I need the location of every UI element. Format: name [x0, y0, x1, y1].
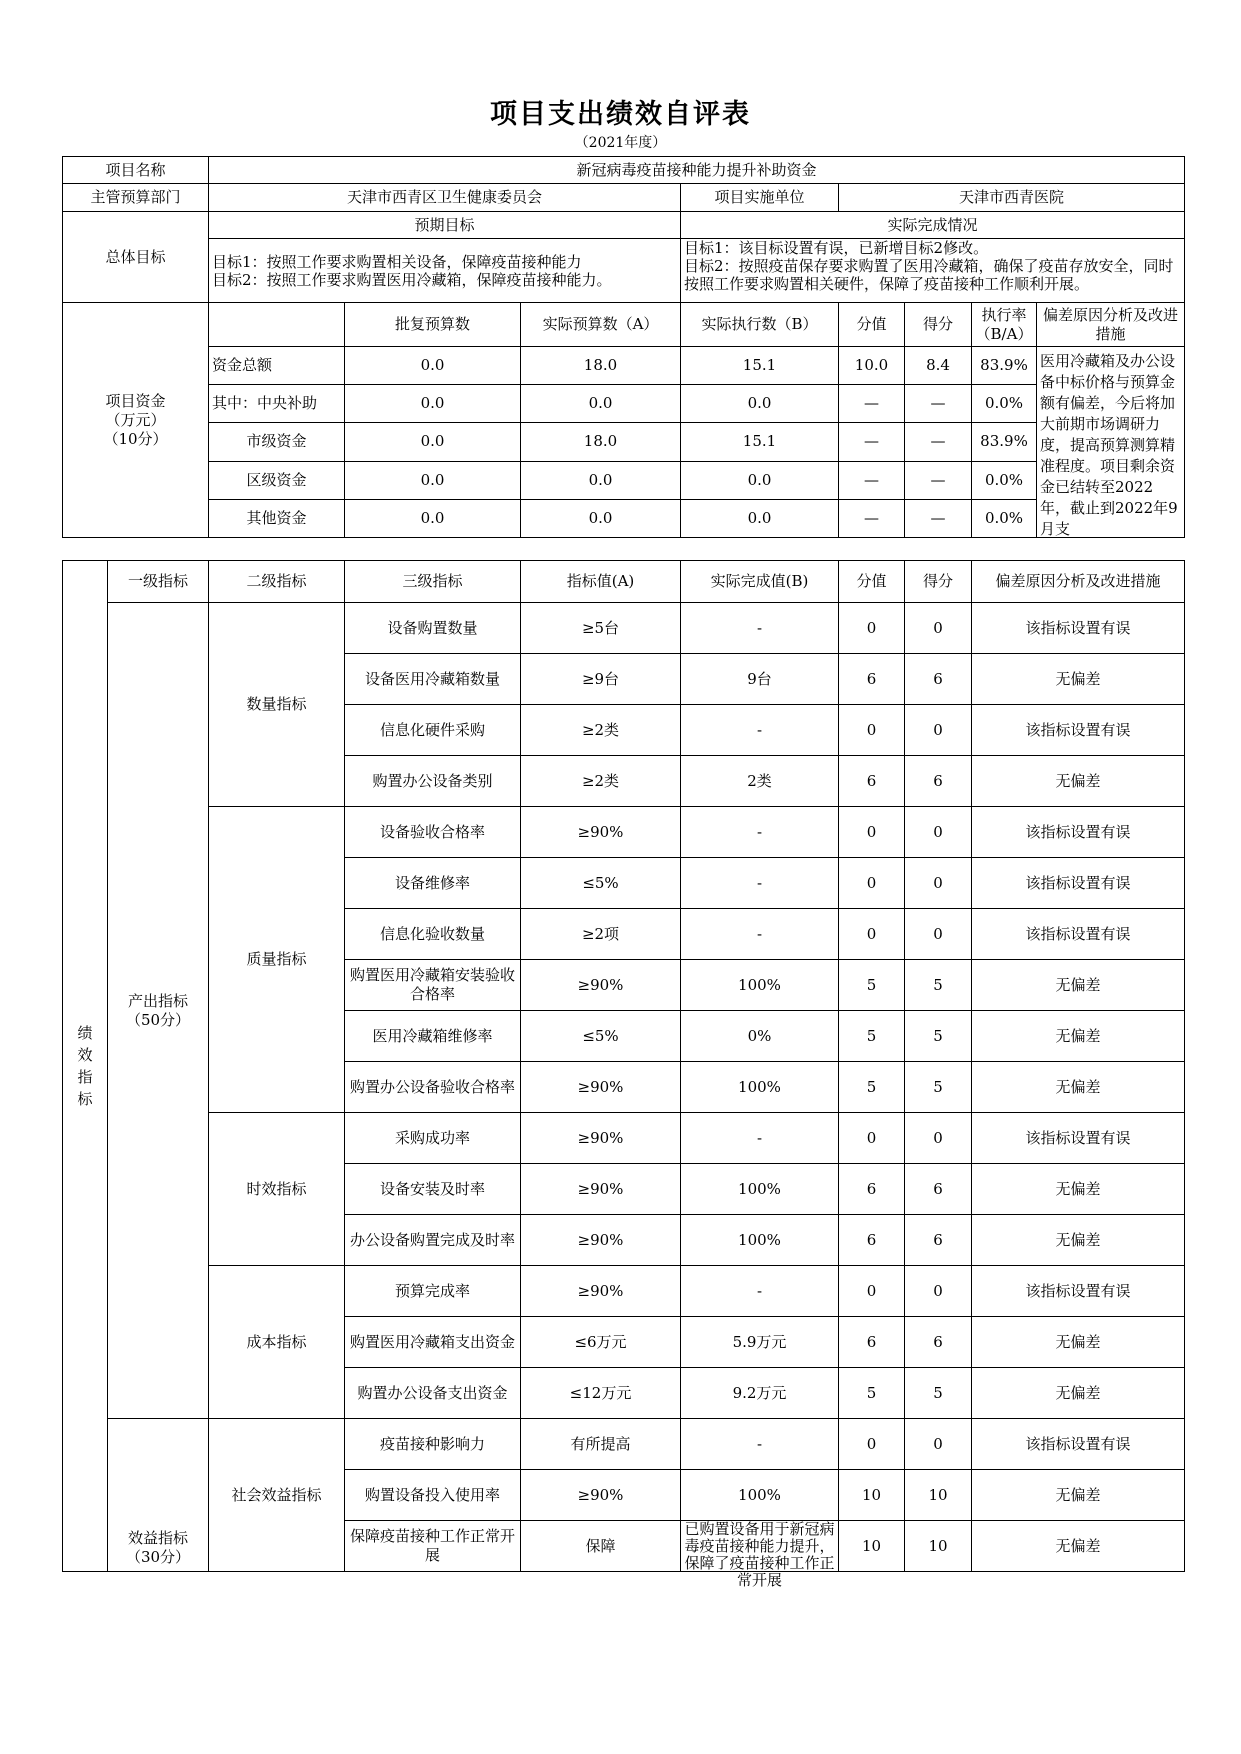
deviation-note: 该指标设置有误 — [972, 705, 1185, 756]
target-value: ≥90% — [521, 1215, 681, 1266]
score: 6 — [905, 756, 972, 807]
actual-value: 已购置设备用于新冠病毒疫苗接种能力提升，保障了疫苗接种工作正常开展 — [684, 1520, 835, 1589]
planned-goal-text: 目标1：按照工作要求购置相关设备，保障疫苗接种能力 目标2：按照工作要求购置医用冷藏箱，保障疫苗接种能力。 — [209, 239, 681, 303]
actual-goal-header: 实际完成情况 — [681, 212, 1185, 239]
score: 6 — [905, 1164, 972, 1215]
score: 0 — [905, 858, 972, 909]
benefit-label — [108, 1419, 209, 1572]
fund-row-actual-budget: 18.0 — [521, 347, 681, 385]
table-row — [63, 603, 1185, 654]
fund-row-name: 其中：中央补助 — [209, 385, 345, 423]
score: 0 — [905, 1113, 972, 1164]
deviation-note: 该指标设置有误 — [972, 603, 1185, 654]
funds-label-line3: （10分） — [103, 429, 168, 448]
score: 5 — [905, 960, 972, 1011]
header-actual: 实际完成值(B) — [681, 561, 839, 603]
fund-row-rate: 83.9% — [972, 347, 1037, 385]
actual-value-cell — [681, 1317, 839, 1368]
perf-label — [63, 561, 108, 1572]
deviation-note: 无偏差 — [972, 960, 1185, 1011]
fund-row-score: — — [905, 499, 972, 537]
actual-value: 100% — [738, 1485, 781, 1504]
actual-value-cell — [681, 960, 839, 1011]
fund-deviation-cell — [1037, 347, 1185, 538]
target-value: 保障 — [521, 1521, 681, 1572]
score: 0 — [905, 1419, 972, 1470]
dept-label: 主管预算部门 — [63, 184, 209, 212]
table-row — [63, 807, 1185, 858]
score: 5 — [905, 1062, 972, 1113]
funds-label — [63, 303, 209, 538]
level3-indicator: 医用冷藏箱维修率 — [345, 1011, 521, 1062]
target-value: ≥90% — [521, 1266, 681, 1317]
score: 0 — [905, 909, 972, 960]
score-value: 10 — [839, 1470, 905, 1521]
deviation-note: 该指标设置有误 — [972, 909, 1185, 960]
fund-row-executed: 0.0 — [681, 385, 839, 423]
project-name-value: 新冠病毒疫苗接种能力提升补助资金 — [209, 157, 1185, 184]
deviation-note: 无偏差 — [972, 1317, 1185, 1368]
fund-row-actual-budget: 0.0 — [521, 461, 681, 499]
fund-row-score: — — [905, 385, 972, 423]
actual-value-cell — [681, 756, 839, 807]
target-value: 有所提高 — [521, 1419, 681, 1470]
level3-indicator: 办公设备购置完成及时率 — [345, 1215, 521, 1266]
actual-value: 100% — [738, 1230, 781, 1249]
level3-indicator: 信息化硬件采购 — [345, 705, 521, 756]
actual-value: 100% — [738, 1179, 781, 1198]
score: 5 — [905, 1368, 972, 1419]
goals-label: 总体目标 — [63, 212, 209, 303]
score-value: 0 — [839, 807, 905, 858]
level2-indicator: 成本指标 — [209, 1266, 345, 1419]
score-value: 0 — [839, 909, 905, 960]
fund-row-name: 其他资金 — [209, 499, 345, 537]
score: 6 — [905, 1317, 972, 1368]
fund-row-score: 8.4 — [905, 347, 972, 385]
target-value: ≥90% — [521, 807, 681, 858]
target-value: ≥90% — [521, 960, 681, 1011]
actual-value-cell — [681, 1164, 839, 1215]
level3-indicator: 购置设备投入使用率 — [345, 1470, 521, 1521]
deviation-note: 无偏差 — [972, 1368, 1185, 1419]
score: 6 — [905, 1215, 972, 1266]
actual-value: - — [756, 873, 763, 892]
fund-row-actual-budget: 18.0 — [521, 423, 681, 461]
score: 0 — [905, 807, 972, 858]
header-target: 指标值(A) — [521, 561, 681, 603]
actual-value-cell — [681, 1470, 839, 1521]
actual-value-cell — [681, 858, 839, 909]
actual-goal-cell — [681, 239, 1185, 303]
level2-indicator: 数量指标 — [209, 603, 345, 807]
target-value: ≥90% — [521, 1164, 681, 1215]
level3-indicator: 购置办公设备验收合格率 — [345, 1062, 521, 1113]
deviation-note: 该指标设置有误 — [972, 858, 1185, 909]
fund-row-name: 资金总额 — [209, 347, 345, 385]
score-value: 6 — [839, 1164, 905, 1215]
deviation-note: 无偏差 — [972, 1164, 1185, 1215]
actual-value: - — [756, 1434, 763, 1453]
performance-table — [62, 560, 1185, 1589]
target-value: ≥90% — [521, 1113, 681, 1164]
level3-indicator: 购置办公设备类别 — [345, 756, 521, 807]
header-rate: 执行率（B/A） — [972, 303, 1037, 347]
actual-value: 2类 — [747, 771, 772, 790]
actual-value-cell — [681, 1266, 839, 1317]
score: 0 — [905, 705, 972, 756]
score-value: 5 — [839, 1368, 905, 1419]
table-row — [63, 1419, 1185, 1470]
score: 6 — [905, 654, 972, 705]
fund-row-score-value: — — [839, 385, 905, 423]
score-value: 0 — [839, 705, 905, 756]
header-deviation: 偏差原因分析及改进措施 — [1037, 303, 1185, 347]
header-l3: 三级指标 — [345, 561, 521, 603]
level2-indicator: 质量指标 — [209, 807, 345, 1113]
deviation-note: 无偏差 — [972, 756, 1185, 807]
deviation-note: 该指标设置有误 — [972, 1266, 1185, 1317]
benefit-score-text: （30分） — [125, 1548, 191, 1566]
fund-row-score-value: — — [839, 499, 905, 537]
score-value: 5 — [839, 1011, 905, 1062]
fund-row-name: 区级资金 — [209, 461, 345, 499]
fund-row-approved: 0.0 — [345, 423, 521, 461]
target-value: ≤12万元 — [521, 1368, 681, 1419]
score: 0 — [905, 603, 972, 654]
fund-row-actual-budget: 0.0 — [521, 499, 681, 537]
output-label — [108, 603, 209, 1419]
fund-row-name: 市级资金 — [209, 423, 345, 461]
funds-label-line1: 项目资金 — [105, 391, 166, 410]
funds-label-line2: （万元） — [105, 410, 166, 429]
actual-value: - — [756, 924, 763, 943]
project-info-table — [62, 156, 1185, 538]
level2-indicator: 社会效益指标 — [209, 1419, 345, 1572]
fund-row-score: — — [905, 461, 972, 499]
score-value: 6 — [839, 654, 905, 705]
planned-goal-header: 预期目标 — [209, 212, 681, 239]
level3-indicator: 设备医用冷藏箱数量 — [345, 654, 521, 705]
level3-indicator: 预算完成率 — [345, 1266, 521, 1317]
header-score: 得分 — [905, 303, 972, 347]
actual-value-cell — [681, 909, 839, 960]
target-value: ≥90% — [521, 1062, 681, 1113]
header-executed: 实际执行数（B） — [681, 303, 839, 347]
fund-row-score-value: — — [839, 423, 905, 461]
actual-value: - — [756, 822, 763, 841]
score-value: 0 — [839, 858, 905, 909]
level3-indicator: 采购成功率 — [345, 1113, 521, 1164]
actual-value-cell — [681, 705, 839, 756]
actual-value: 5.9万元 — [732, 1332, 787, 1351]
score: 0 — [905, 1266, 972, 1317]
level3-indicator: 购置医用冷藏箱支出资金 — [345, 1317, 521, 1368]
perf-label-text: 绩效指标 — [77, 1024, 93, 1108]
score-value: 0 — [839, 1266, 905, 1317]
level3-indicator: 信息化验收数量 — [345, 909, 521, 960]
funds-header-blank — [209, 303, 345, 347]
fund-row-rate: 0.0% — [972, 461, 1037, 499]
actual-value: - — [756, 618, 763, 637]
actual-value: 0% — [747, 1026, 772, 1045]
fund-row-approved: 0.0 — [345, 499, 521, 537]
target-value: ≥2类 — [521, 705, 681, 756]
actual-value-cell — [681, 1011, 839, 1062]
target-value: ≥90% — [521, 1470, 681, 1521]
actual-value: - — [756, 1281, 763, 1300]
actual-value-cell — [681, 1215, 839, 1266]
fund-row-executed: 0.0 — [681, 461, 839, 499]
actual-value-cell — [681, 807, 839, 858]
level3-indicator: 设备安装及时率 — [345, 1164, 521, 1215]
fund-row-rate: 0.0% — [972, 385, 1037, 423]
header-deviation: 偏差原因分析及改进措施 — [972, 561, 1185, 603]
actual-value-cell — [681, 1520, 839, 1589]
project-name-label: 项目名称 — [63, 157, 209, 184]
actual-value-cell — [681, 1062, 839, 1113]
level3-indicator: 购置医用冷藏箱安装验收合格率 — [345, 960, 521, 1011]
fund-row-rate: 83.9% — [972, 423, 1037, 461]
score-value: 10 — [839, 1521, 905, 1572]
benefit-label-text: 效益指标 — [127, 1529, 188, 1547]
target-value: ≤5% — [521, 858, 681, 909]
actual-value: - — [756, 1128, 763, 1147]
target-value: ≤6万元 — [521, 1317, 681, 1368]
fund-deviation-text: 医用冷藏箱及办公设备中标价格与预算金额有偏差，今后将加大前期市场调研力度，提高预算测算精准程度。项目剩余资金已结转至2022年，截止到2022年9月支 — [1040, 352, 1178, 538]
year-label: （2021年度） — [574, 135, 667, 151]
score-value: 6 — [839, 1317, 905, 1368]
header-l2: 二级指标 — [209, 561, 345, 603]
score-value: 5 — [839, 960, 905, 1011]
fund-row-rate: 0.0% — [972, 499, 1037, 537]
target-value: ≤5% — [521, 1011, 681, 1062]
actual-value: - — [756, 720, 763, 739]
header-approved: 批复预算数 — [345, 303, 521, 347]
level3-indicator: 设备维修率 — [345, 858, 521, 909]
actual-value: 100% — [738, 1077, 781, 1096]
table-row — [63, 1113, 1185, 1164]
level3-indicator: 疫苗接种影响力 — [345, 1419, 521, 1470]
fund-row-approved: 0.0 — [345, 461, 521, 499]
actual-value-cell — [681, 1113, 839, 1164]
fund-row-approved: 0.0 — [345, 385, 521, 423]
actual-goal-text: 目标1：该目标设置有误，已新增目标2修改。 目标2：按照疫苗保存要求购置了医用冷藏箱，确保了疫苗存放安全，同时按照工作要求购置相关硬件，保障了疫苗接种工作顺利开展。 — [684, 239, 1174, 293]
target-value: ≥2项 — [521, 909, 681, 960]
unit-value: 天津市西青医院 — [839, 184, 1185, 212]
actual-value-cell — [681, 603, 839, 654]
score-value: 0 — [839, 603, 905, 654]
deviation-note: 无偏差 — [972, 1521, 1185, 1572]
score: 5 — [905, 1011, 972, 1062]
level2-indicator: 时效指标 — [209, 1113, 345, 1266]
level3-indicator: 设备购置数量 — [345, 603, 521, 654]
fund-row-score-value: — — [839, 461, 905, 499]
actual-value-cell — [681, 1419, 839, 1470]
score-value: 0 — [839, 1419, 905, 1470]
deviation-note: 无偏差 — [972, 1215, 1185, 1266]
score-value: 5 — [839, 1062, 905, 1113]
score-value: 6 — [839, 1215, 905, 1266]
level3-indicator: 设备验收合格率 — [345, 807, 521, 858]
fund-row-approved: 0.0 — [345, 347, 521, 385]
unit-label: 项目实施单位 — [681, 184, 839, 212]
header-actual-budget: 实际预算数（A） — [521, 303, 681, 347]
level3-indicator: 购置办公设备支出资金 — [345, 1368, 521, 1419]
fund-row-executed: 15.1 — [681, 423, 839, 461]
header-score-value: 分值 — [839, 303, 905, 347]
table-row — [63, 1266, 1185, 1317]
target-value: ≥5台 — [521, 603, 681, 654]
deviation-note: 无偏差 — [972, 654, 1185, 705]
fund-row-score-value: 10.0 — [839, 347, 905, 385]
target-value: ≥9台 — [521, 654, 681, 705]
deviation-note: 无偏差 — [972, 1011, 1185, 1062]
score: 10 — [905, 1470, 972, 1521]
dept-value: 天津市西青区卫生健康委员会 — [209, 184, 681, 212]
deviation-note: 该指标设置有误 — [972, 1419, 1185, 1470]
actual-value: 9台 — [747, 669, 772, 688]
fund-row-executed: 0.0 — [681, 499, 839, 537]
score-value: 0 — [839, 1113, 905, 1164]
output-score-text: （50分） — [125, 1010, 191, 1029]
header-l1: 一级指标 — [108, 561, 209, 603]
score: 10 — [905, 1521, 972, 1572]
header-score: 得分 — [905, 561, 972, 603]
actual-value-cell — [681, 654, 839, 705]
actual-value: 9.2万元 — [732, 1383, 787, 1402]
level3-indicator: 保障疫苗接种工作正常开展 — [345, 1521, 521, 1572]
header-score-value: 分值 — [839, 561, 905, 603]
deviation-note: 无偏差 — [972, 1062, 1185, 1113]
target-value: ≥2类 — [521, 756, 681, 807]
actual-value: 100% — [738, 975, 781, 994]
fund-row-score: — — [905, 423, 972, 461]
actual-value-cell — [681, 1368, 839, 1419]
score-value: 6 — [839, 756, 905, 807]
deviation-note: 无偏差 — [972, 1470, 1185, 1521]
fund-row-actual-budget: 0.0 — [521, 385, 681, 423]
fund-row-executed: 15.1 — [681, 347, 839, 385]
output-label-text: 产出指标 — [127, 991, 188, 1010]
deviation-note: 该指标设置有误 — [972, 1113, 1185, 1164]
page-title: 项目支出绩效自评表 — [490, 99, 751, 130]
deviation-note: 该指标设置有误 — [972, 807, 1185, 858]
